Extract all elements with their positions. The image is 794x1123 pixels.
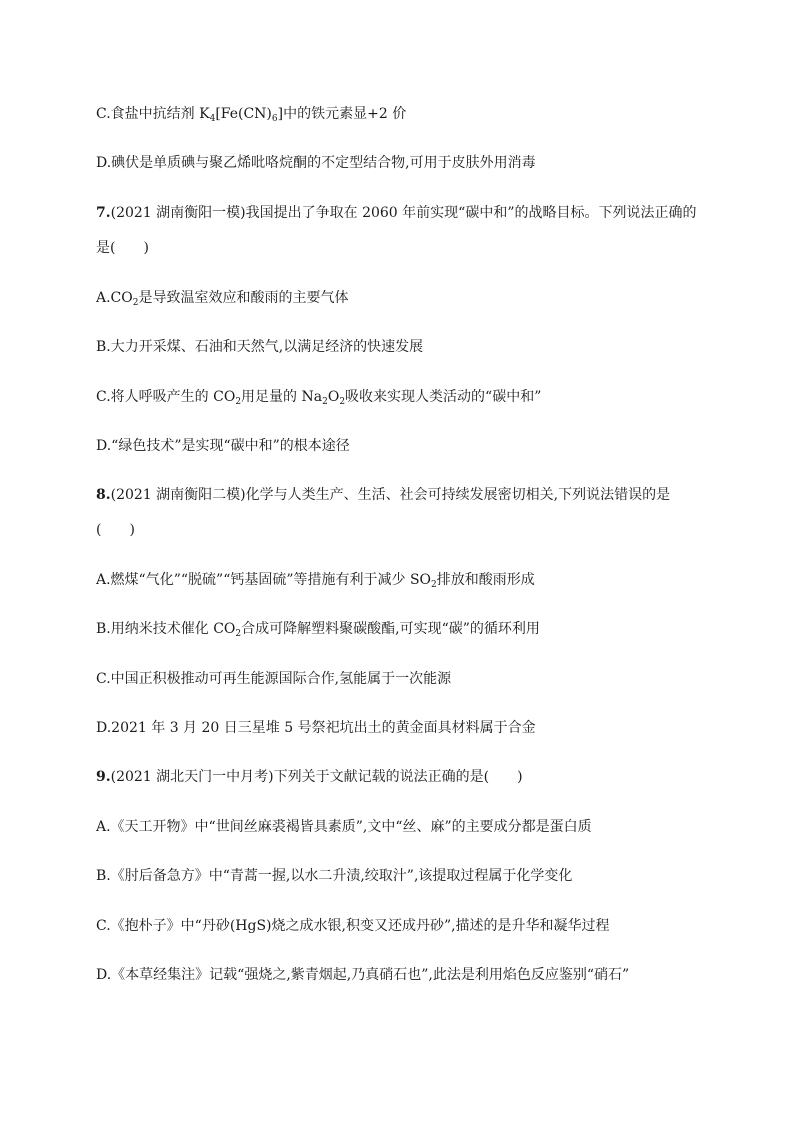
q9-option-a: A.《天工开物》中“世间丝麻裘褐皆具素质”,文中“丝、麻”的主要成分都是蛋白质: [96, 819, 592, 835]
q7-option-d: D.“绿色技术”是实现“碳中和”的根本途径: [96, 438, 350, 454]
q8-option-a-text: A.燃煤“气化”“脱硫”“钙基固硫”等措施有利于减少 SO: [96, 572, 432, 588]
q7-stem-line2: 是( ): [96, 240, 149, 256]
subscript: 2: [339, 397, 346, 407]
q8-stem-line1: [96, 485, 698, 505]
q7-option-a: [96, 288, 698, 308]
q7-stem-text: (2021 湖南衡阳一模)我国提出了争取在 2060 年前实现“碳中和”的战略目标。下列说法正确的: [110, 205, 697, 221]
q9-option-d: D.《本草经集注》记载“强烧之,紫青烟起,乃真硝石也”,此法是利用焰色反应鉴别“硝石”: [96, 967, 630, 983]
q6-option-c: [96, 104, 698, 124]
q9-stem-text: (2021 湖北天门一中月考)下列关于文献记载的说法正确的是( ): [110, 769, 523, 785]
subscript: 2: [132, 298, 139, 308]
subscript: 2: [431, 580, 437, 590]
subscript: 2: [235, 397, 242, 407]
q7-option-a-text: 是导致温室效应和酸雨的主要气体: [138, 290, 349, 306]
q6-option-d: D.碘伏是单质碘与聚乙烯吡咯烷酮的不定型结合物,可用于皮肤外用消毒: [96, 155, 536, 171]
q8-option-b: [96, 619, 698, 639]
q7-option-b: B.大力开采煤、石油和天然气,以满足经济的快速发展: [96, 339, 424, 355]
subscript: 2: [322, 397, 328, 407]
q7-option-c-text: O: [327, 389, 340, 405]
q6-option-c-text: C.食盐中抗结剂 K: [96, 106, 210, 122]
q8-option-b-text: B.用纳米技术催化 CO: [96, 621, 236, 637]
q7-option-a-text: A.CO: [96, 290, 133, 306]
q8-option-b-text: 合成可降解塑料聚碳酸酯,可实现“碳”的循环利用: [241, 621, 540, 637]
q9-number: 9.: [96, 769, 111, 785]
q7-option-c-text: C.将人呼吸产生的 CO: [96, 389, 236, 405]
q7-number: 7.: [96, 205, 111, 221]
q7-option-c: [96, 387, 698, 407]
q8-option-a-text: 排放和酸雨形成: [436, 572, 535, 588]
q8-option-a: [96, 570, 698, 590]
subscript: 6: [271, 114, 278, 124]
q6-option-c-text: ]中的铁元素显+2 价: [277, 106, 407, 122]
q9-option-b: B.《肘后备急方》中“青蒿一握,以水二升渍,绞取汁”,该提取过程属于化学变化: [96, 868, 573, 884]
subscript: 2: [235, 629, 242, 639]
q8-option-d: D.2021 年 3 月 20 日三星堆 5 号祭祀坑出土的黄金面具材料属于合金: [96, 720, 536, 736]
q7-option-c-text: 吸收来实现人类活动的“碳中和”: [345, 389, 542, 405]
q9-stem-line1: [96, 767, 698, 787]
q9-option-c: C.《抱朴子》中“丹砂(HgS)烧之成水银,积变又还成丹砂”,描述的是升华和凝华过程: [96, 918, 610, 934]
q7-stem-line1: [96, 203, 698, 223]
q8-option-c: C.中国正积极推动可再生能源国际合作,氢能属于一次能源: [96, 671, 452, 687]
q8-stem-text: (2021 湖南衡阳二模)化学与人类生产、生活、社会可持续发展密切相关,下列说法错误的是: [110, 487, 671, 503]
q6-option-c-text: [Fe(CN): [215, 106, 272, 122]
subscript: 4: [209, 114, 216, 124]
q7-option-c-text: 用足量的 Na: [241, 389, 323, 405]
q8-stem-line2: ( ): [96, 522, 135, 538]
q8-number: 8.: [96, 487, 111, 503]
